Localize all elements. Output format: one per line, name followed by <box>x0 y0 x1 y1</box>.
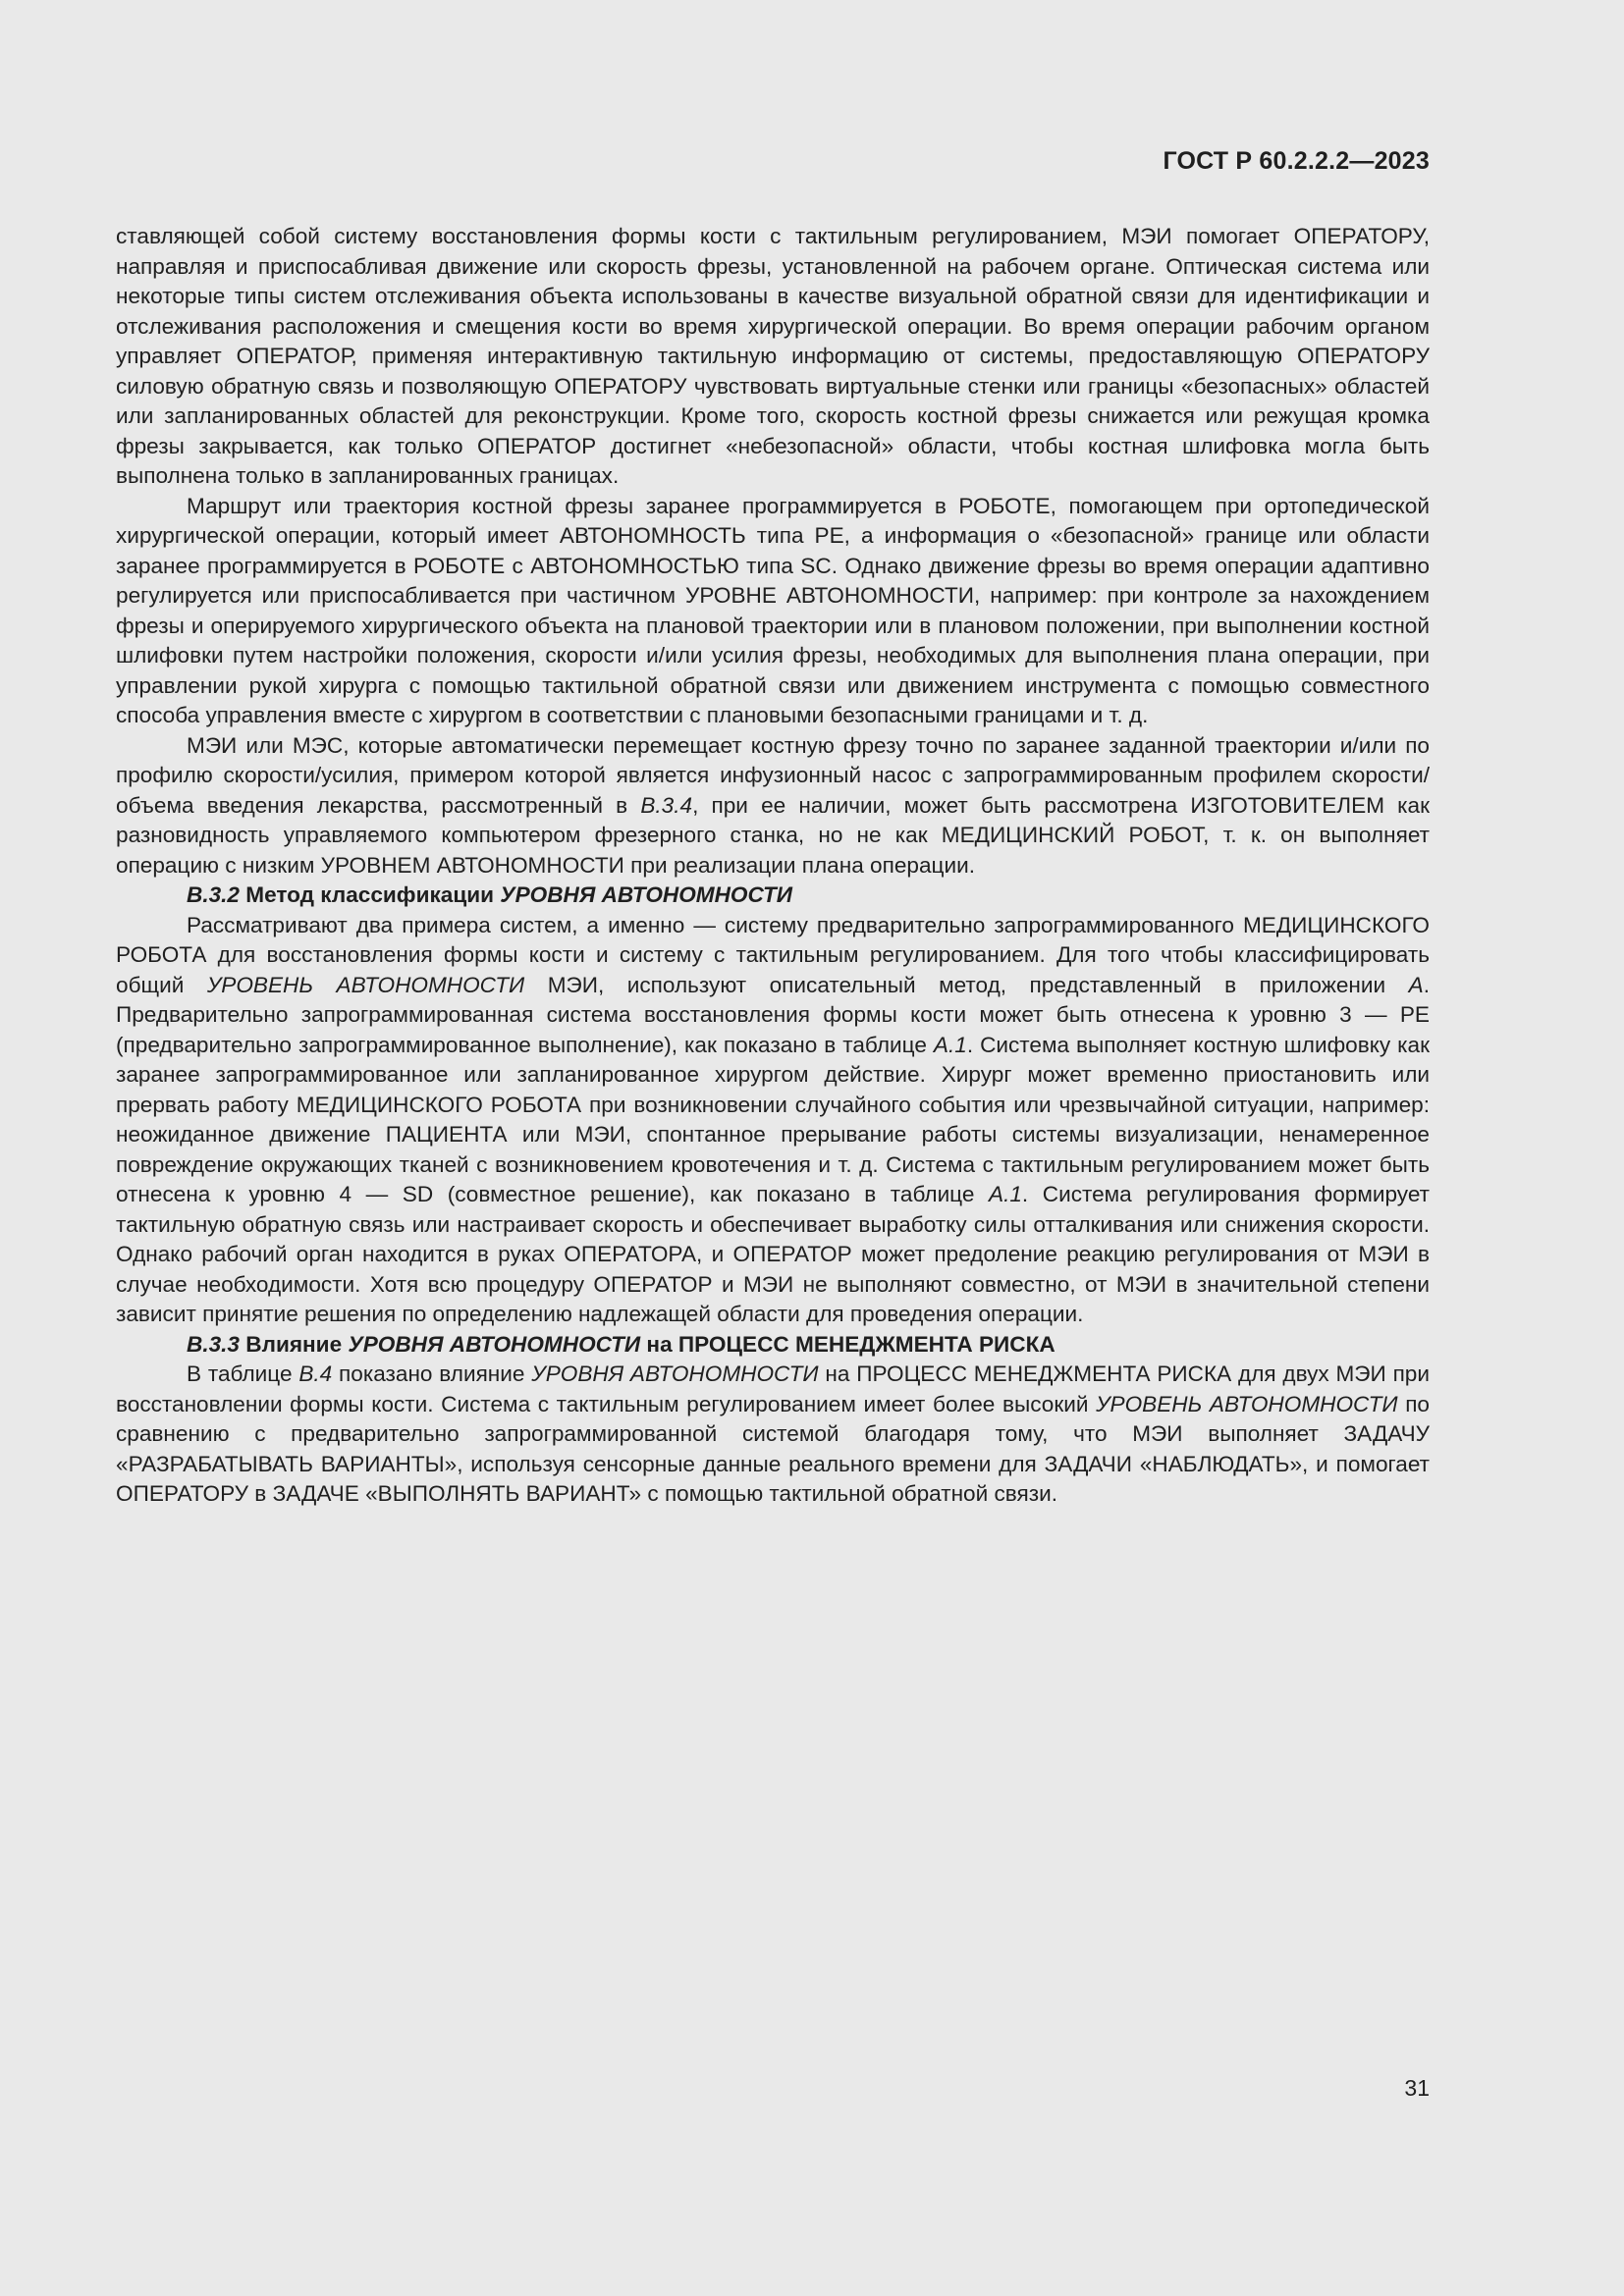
annex-reference: А <box>1408 972 1424 997</box>
section-title: Метод классификации <box>240 882 501 907</box>
paragraph-continued: ставляющей собой систему восстановления формы кости с тактильным регулированием, МЭИ помогает ОПЕРАТОРУ, направляя и приспосабливая движение или скорость фрезы, установленной на рабочем органе. Оптическая система или некоторые типы систем отслеживания объекта использованы в качестве визуальной обратной связи для идентификации и отслеживания расположения и смещения кости во время хирургической операции. Во время операции рабочим органом управляет ОПЕРАТОР, применяя интерактивную тактильную информацию от системы, предоставляющую ОПЕРАТОРУ силовую обратную связь и позволяющую ОПЕРАТОРУ чувствовать виртуальные стенки или границы «безопасных» областей или запланированных областей для реконструкции. Кроме того, скорость костной фрезы снижается или режущая кромка фрезы закрывается, как только ОПЕРАТОР достигнет «небезопасной» области, чтобы костная шлифовка могла быть выполнена только в запланированных границах. <box>116 224 1430 488</box>
text-run: Рассматривают два примера систем, а именно — систему предварительно запрограммированного МЕДИЦИНСКОГО РОБОТА для восстановления формы кости и систему с тактильным регулированием. Для того чтобы классифицировать общий <box>116 912 1430 997</box>
term-italic: УРОВЕНЬ АВТОНОМНОСТИ <box>1096 1391 1398 1416</box>
text-run: . Предварительно запрограммированная система восстановления формы кости может быть отнесена к уровню 3 — PE (предварительно запрограммированное выполнение), как показано в таблице <box>116 972 1430 1057</box>
text-run: , при ее наличии, может быть рассмотрена ИЗГОТОВИТЕЛЕМ как разновидность управляемого компьютером фрезерного станка, но не как МЕДИЦИНСКИЙ РОБОТ, т. к. он выполняет операцию с низким УРОВНЕМ АВТОНОМНОСТИ при реализации плана операции. <box>116 792 1431 878</box>
table-reference: А.1 <box>933 1032 967 1057</box>
standard-code-header: ГОСТ Р 60.2.2.2—2023 <box>1163 147 1430 175</box>
text-run: МЭИ, используют описательный метод, представленный в приложении <box>524 972 1409 997</box>
table-reference: В.4 <box>298 1362 333 1386</box>
section-number: В.3.3 <box>187 1331 241 1357</box>
paragraph-route: Маршрут или траектория костной фрезы заранее программируется в РОБОТЕ, помогающем при ортопедической хирургической операции, который имеет АВТОНОМНОСТЬ типа PE, а информация о «безопасной» границе или области заранее программируется в РОБОТЕ с АВТОНОМНОСТЬЮ типа SC. Однако движение фрезы во время операции адаптивно регулируется или приспосабливается при частичном УРОВНЕ АВТОНОМНОСТИ, например: при контроле за нахождением фрезы и оперируемого хирургического объекта на плановой траектории или в плановом положении, при выполнении костной шлифовки путем настройки положения, скорости и/или усилия фрезы, необходимых для выполнения плана операции, при управлении рукой хирурга с помощью тактильной обратной связи или движением инструмента с помощью совместного способа управления вместе с хирургом в соответствии с плановыми безопасными границами и т. д. <box>116 493 1430 727</box>
term-italic: УРОВНЯ АВТОНОМНОСТИ <box>531 1362 819 1386</box>
term-italic: УРОВЕНЬ АВТОНОМНОСТИ <box>206 972 525 997</box>
section-title: на ПРОЦЕСС МЕНЕДЖМЕНТА РИСКА <box>640 1331 1056 1357</box>
text-run: МЭИ или МЭС, которые автоматически перемещает костную фрезу точно по заранее заданной траектории и/или по профилю скорости/усилия, примером которой является инфузионный насос с запрограммированным профилем скорости/объема введения лекарства, рассмотренный в <box>116 732 1430 818</box>
paragraph-mei-mes <box>116 731 1430 881</box>
document-body <box>116 222 1430 1510</box>
text-run: В таблице <box>187 1362 299 1386</box>
text-run: показано влияние <box>332 1362 532 1386</box>
section-heading-b33 <box>116 1330 1430 1361</box>
text-run: . Система регулирования формирует тактильную обратную связь или настраивает скорость и обеспечивает выработку силы отталкивания или снижения скорости. Однако рабочий орган находится в руках ОПЕРАТОРА, и ОПЕРАТОР может предоление реакцию регулирования от МЭИ в случае необходимости. Хотя всю процедуру ОПЕРАТОР и МЭИ не выполняют совместно, от МЭИ в значительной степени зависит принятие решения по определению надлежащей области для проведения операции. <box>116 1182 1430 1326</box>
text-run: на ПРОЦЕСС МЕНЕДЖМЕНТА РИСКА для двух МЭИ при восстановлении формы кости. Система с тактильным регулированием имеет более высокий <box>116 1362 1430 1416</box>
paragraph-risk-process <box>116 1360 1430 1510</box>
section-title: Влияние <box>240 1331 349 1357</box>
section-title-term: УРОВНЯ АВТОНОМНОСТИ <box>500 882 793 907</box>
paragraph-classification <box>116 911 1430 1330</box>
page-number: 31 <box>1404 2075 1430 2101</box>
text-run: по сравнению с предварительно запрограммированной системой благодаря тому, что МЭИ выполняет ЗАДАЧУ «РАЗРАБАТЫВАТЬ ВАРИАНТЫ», используя сенсорные данные реального времени для ЗАДАЧИ «НАБЛЮДАТЬ», и помогает ОПЕРАТОРУ в ЗАДАЧЕ «ВЫПОЛНЯТЬ ВАРИАНТ» с помощью тактильной обратной связи. <box>116 1391 1430 1506</box>
section-heading-b32 <box>116 881 1430 911</box>
document-page <box>116 0 1430 2296</box>
section-title-term: УРОВНЯ АВТОНОМНОСТИ <box>348 1331 641 1357</box>
section-reference: В.3.4 <box>640 792 693 818</box>
text-run: . Система выполняет костную шлифовку как заранее запрограммированное или запланированное хирургом действие. Хирург может временно приостановить или прервать работу МЕДИЦИНСКОГО РОБОТА при возникновении случайного события или чрезвычайной ситуации, например: неожиданное движение ПАЦИЕНТА или МЭИ, спонтанное прерывание работы системы визуализации, ненамеренное повреждение окружающих тканей с возникновением кровотечения и т. д. Система с тактильным регулированием может быть отнесена к уровню 4 — SD (совместное решение), как показано в таблице <box>116 1032 1430 1206</box>
table-reference: А.1 <box>989 1182 1022 1206</box>
section-number: В.3.2 <box>187 882 241 907</box>
